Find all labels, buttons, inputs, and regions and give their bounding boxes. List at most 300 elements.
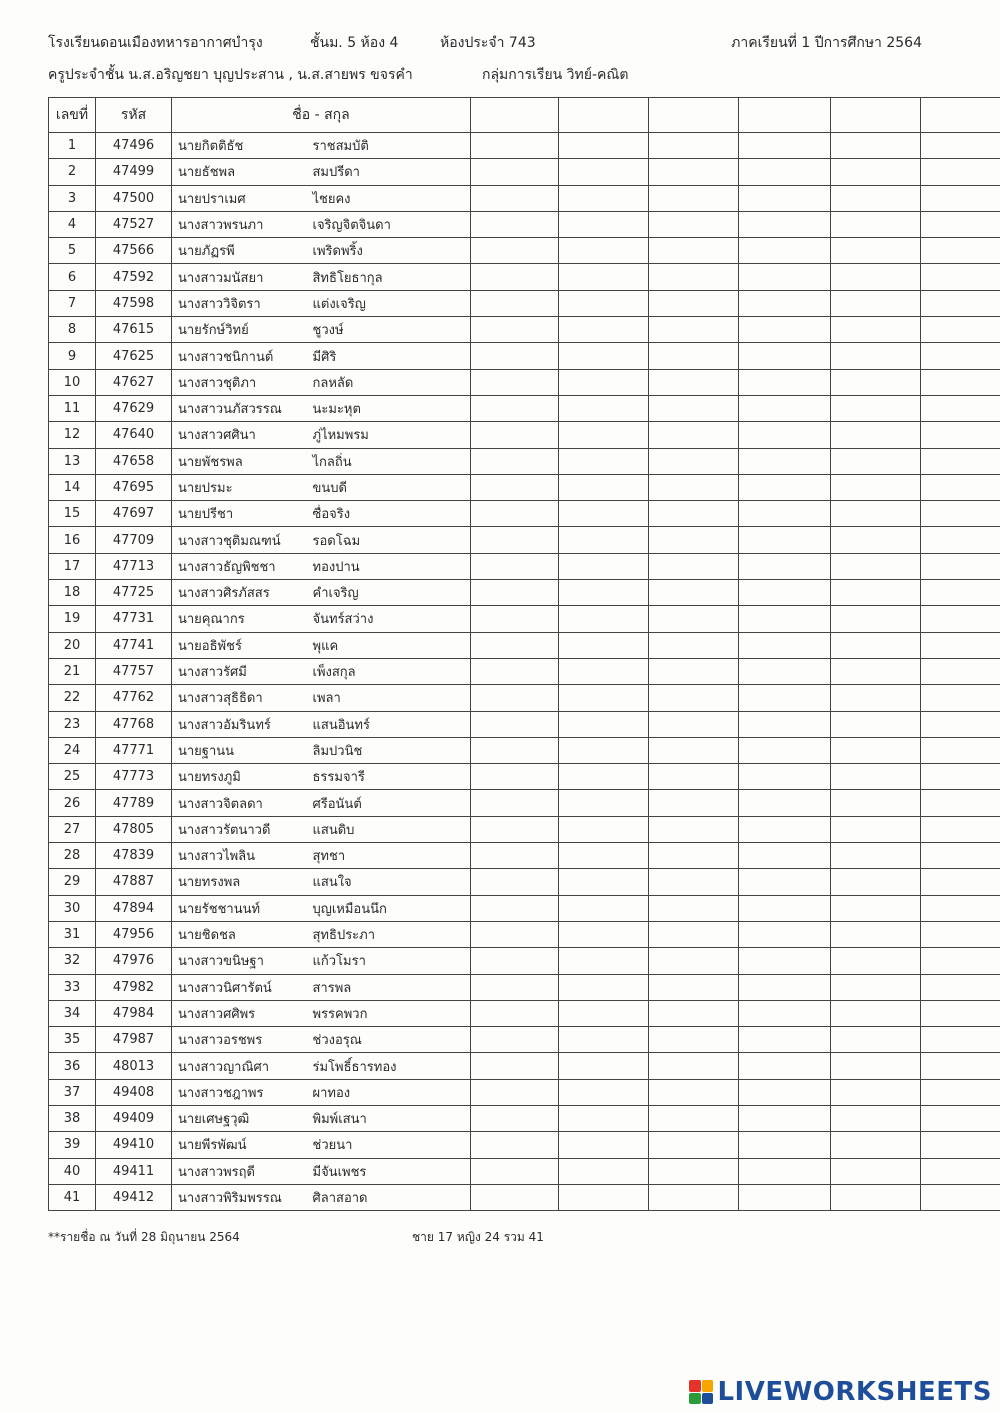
blank-cell (739, 527, 831, 553)
blank-cell (831, 501, 921, 527)
blank-cell (471, 790, 559, 816)
student-number: 37 (49, 1079, 96, 1105)
blank-cell (921, 395, 1000, 421)
student-id: 47615 (96, 317, 172, 343)
blank-cell (559, 737, 649, 763)
blank-cell (739, 1027, 831, 1053)
blank-cell (649, 711, 739, 737)
blank-cell (471, 816, 559, 842)
blank-cell (471, 1027, 559, 1053)
blank-cell (649, 1053, 739, 1079)
blank-cell (471, 474, 559, 500)
blank-cell (471, 343, 559, 369)
student-number: 22 (49, 685, 96, 711)
student-number: 27 (49, 816, 96, 842)
col-id-header: รหัส (96, 98, 172, 133)
student-first-name: นางสาวศศินา (172, 422, 307, 448)
student-number: 6 (49, 264, 96, 290)
student-first-name: นายธัชพล (172, 159, 307, 185)
blank-cell (649, 1184, 739, 1210)
table-row (49, 711, 1000, 737)
student-surname: ช่วงอรุณ (307, 1027, 471, 1053)
student-id: 47976 (96, 948, 172, 974)
blank-cell (471, 501, 559, 527)
student-surname: รอดโฉม (307, 527, 471, 553)
student-id: 47499 (96, 159, 172, 185)
student-number: 34 (49, 1000, 96, 1026)
blank-cell (471, 711, 559, 737)
blank-cell (831, 895, 921, 921)
student-id: 47982 (96, 974, 172, 1000)
table-row (49, 632, 1000, 658)
student-surname: ธรรมจารี (307, 764, 471, 790)
blank-cell (831, 211, 921, 237)
blank-cell (559, 501, 649, 527)
blank-cell (471, 869, 559, 895)
student-surname: มีจันเพชร (307, 1158, 471, 1184)
student-first-name: นางสาวชุติมณฑน์ (172, 527, 307, 553)
blank-cell (739, 264, 831, 290)
blank-cell (921, 317, 1000, 343)
table-row (49, 553, 1000, 579)
blank-cell (471, 211, 559, 237)
blank-cell (471, 632, 559, 658)
student-surname: ร่มโพธิ์ธารทอง (307, 1053, 471, 1079)
student-first-name: นายเศษฐวุฒิ (172, 1105, 307, 1131)
blank-cell (739, 580, 831, 606)
blank-cell (471, 658, 559, 684)
blank-cell (739, 133, 831, 159)
student-number: 31 (49, 921, 96, 947)
student-number: 38 (49, 1105, 96, 1131)
blank-cell (471, 606, 559, 632)
blank-cell (471, 553, 559, 579)
blank-cell (471, 527, 559, 553)
blank-cell (559, 895, 649, 921)
blank-cell (921, 290, 1000, 316)
blank-cell (471, 580, 559, 606)
gender-summary: ชาย 17 หญิง 24 รวม 41 (412, 1230, 544, 1244)
blank-cell (471, 264, 559, 290)
blank-cell (739, 606, 831, 632)
blank-cell (471, 1053, 559, 1079)
student-number: 35 (49, 1027, 96, 1053)
blank-cell (921, 553, 1000, 579)
student-number: 4 (49, 211, 96, 237)
student-first-name: นางสาวพิริมพรรณ (172, 1184, 307, 1210)
student-id: 47771 (96, 737, 172, 763)
logo-tile (689, 1380, 701, 1392)
blank-cell (831, 974, 921, 1000)
blank-cell (921, 1079, 1000, 1105)
blank-cell (649, 395, 739, 421)
student-first-name: นางสาวชนิกานต์ (172, 343, 307, 369)
student-surname: ราชสมบัติ (307, 133, 471, 159)
blank-cell (649, 606, 739, 632)
blank-cell (739, 869, 831, 895)
student-id: 48013 (96, 1053, 172, 1079)
blank-cell (921, 1000, 1000, 1026)
student-roster-table (48, 97, 1000, 1211)
student-id: 47713 (96, 553, 172, 579)
class-level: ชั้นม. 5 ห้อง 4 (310, 35, 399, 51)
student-number: 5 (49, 238, 96, 264)
student-surname: แต่งเจริญ (307, 290, 471, 316)
table-row (49, 185, 1000, 211)
blank-cell (649, 658, 739, 684)
table-row (49, 317, 1000, 343)
table-row (49, 1079, 1000, 1105)
student-number: 21 (49, 658, 96, 684)
student-surname: ลิมปวนิช (307, 737, 471, 763)
blank-cell (471, 369, 559, 395)
student-number: 7 (49, 290, 96, 316)
blank-cell (739, 1105, 831, 1131)
blank-cell (739, 921, 831, 947)
blank-cell (831, 474, 921, 500)
student-id: 47762 (96, 685, 172, 711)
blank-cell (559, 1132, 649, 1158)
blank-cell (921, 1184, 1000, 1210)
blank-cell (739, 290, 831, 316)
blank-cell (559, 553, 649, 579)
student-id: 49410 (96, 1132, 172, 1158)
blank-cell (739, 238, 831, 264)
blank-column (471, 98, 559, 133)
table-row (49, 606, 1000, 632)
blank-cell (559, 317, 649, 343)
blank-cell (831, 1158, 921, 1184)
blank-cell (921, 737, 1000, 763)
blank-cell (471, 395, 559, 421)
col-no-header: เลขที่ (49, 98, 96, 133)
blank-cell (739, 816, 831, 842)
student-surname: ช่วยนา (307, 1132, 471, 1158)
student-surname: แก้วโมรา (307, 948, 471, 974)
blank-cell (559, 948, 649, 974)
liveworksheets-brand (689, 1377, 992, 1407)
student-id: 47805 (96, 816, 172, 842)
student-surname: เพลา (307, 685, 471, 711)
blank-cell (831, 606, 921, 632)
table-row (49, 1132, 1000, 1158)
student-number: 3 (49, 185, 96, 211)
blank-cell (831, 422, 921, 448)
blank-cell (559, 606, 649, 632)
blank-cell (559, 238, 649, 264)
blank-cell (921, 764, 1000, 790)
student-id: 49411 (96, 1158, 172, 1184)
blank-cell (471, 1132, 559, 1158)
blank-cell (831, 843, 921, 869)
student-id: 47894 (96, 895, 172, 921)
blank-cell (739, 343, 831, 369)
blank-cell (739, 1000, 831, 1026)
student-surname: ไกลถิ่น (307, 448, 471, 474)
table-row (49, 921, 1000, 947)
blank-cell (471, 974, 559, 1000)
blank-cell (559, 1184, 649, 1210)
student-id: 47757 (96, 658, 172, 684)
blank-cell (649, 1027, 739, 1053)
student-first-name: นายปราเมศ (172, 185, 307, 211)
student-number: 29 (49, 869, 96, 895)
table-row (49, 422, 1000, 448)
student-first-name: นายภัฏรพี (172, 238, 307, 264)
student-first-name: นายฐานน (172, 737, 307, 763)
student-surname: ศิลาสอาด (307, 1184, 471, 1210)
blank-cell (559, 448, 649, 474)
blank-cell (739, 369, 831, 395)
table-row (49, 1053, 1000, 1079)
student-first-name: นายชิดชล (172, 921, 307, 947)
student-surname: มีศิริ (307, 343, 471, 369)
blank-column (831, 98, 921, 133)
blank-cell (831, 343, 921, 369)
blank-cell (649, 921, 739, 947)
blank-cell (649, 816, 739, 842)
table-row (49, 1000, 1000, 1026)
blank-cell (649, 790, 739, 816)
blank-cell (831, 133, 921, 159)
table-row (49, 369, 1000, 395)
blank-cell (649, 764, 739, 790)
student-id: 47627 (96, 369, 172, 395)
student-number: 12 (49, 422, 96, 448)
student-id: 47887 (96, 869, 172, 895)
blank-cell (649, 685, 739, 711)
student-number: 24 (49, 737, 96, 763)
table-row (49, 1105, 1000, 1131)
student-first-name: นางสาวขนิษฐา (172, 948, 307, 974)
table-row (49, 474, 1000, 500)
blank-cell (921, 580, 1000, 606)
student-first-name: นายพีรพัฒน์ (172, 1132, 307, 1158)
blank-cell (739, 1053, 831, 1079)
student-surname: พรรคพวก (307, 1000, 471, 1026)
student-surname: จันทร์สว่าง (307, 606, 471, 632)
blank-cell (921, 790, 1000, 816)
student-number: 18 (49, 580, 96, 606)
student-surname: ชูวงษ์ (307, 317, 471, 343)
student-first-name: นายปรีชา (172, 501, 307, 527)
blank-cell (471, 159, 559, 185)
blank-cell (921, 1027, 1000, 1053)
student-number: 20 (49, 632, 96, 658)
col-name-header: ชื่อ - สกุล (172, 98, 471, 133)
student-first-name: นางสาวชฎาพร (172, 1079, 307, 1105)
student-first-name: นางสาวรัตนาวดี (172, 816, 307, 842)
table-row (49, 1184, 1000, 1210)
liveworksheets-logo-icon (689, 1380, 713, 1404)
blank-cell (559, 264, 649, 290)
student-first-name: นางสาวศศิพร (172, 1000, 307, 1026)
blank-cell (831, 159, 921, 185)
blank-cell (831, 1184, 921, 1210)
blank-cell (921, 921, 1000, 947)
blank-cell (559, 369, 649, 395)
student-first-name: นางสาวนภัสวรรณ (172, 395, 307, 421)
blank-cell (739, 1184, 831, 1210)
table-row (49, 790, 1000, 816)
student-first-name: นายอธิพัชร์ (172, 632, 307, 658)
table-row (49, 1158, 1000, 1184)
student-id: 47987 (96, 1027, 172, 1053)
blank-cell (649, 1000, 739, 1026)
blank-cell (831, 1079, 921, 1105)
table-header-row (49, 98, 1000, 133)
blank-cell (921, 948, 1000, 974)
table-row (49, 869, 1000, 895)
blank-cell (471, 1184, 559, 1210)
student-id: 47741 (96, 632, 172, 658)
student-id: 47697 (96, 501, 172, 527)
blank-cell (471, 895, 559, 921)
blank-cell (831, 685, 921, 711)
blank-cell (739, 685, 831, 711)
student-first-name: นางสาวจิตลดา (172, 790, 307, 816)
blank-cell (649, 133, 739, 159)
student-number: 32 (49, 948, 96, 974)
blank-cell (649, 343, 739, 369)
table-row (49, 658, 1000, 684)
student-id: 47629 (96, 395, 172, 421)
student-number: 11 (49, 395, 96, 421)
student-number: 14 (49, 474, 96, 500)
student-first-name: นายทรงพล (172, 869, 307, 895)
student-first-name: นายคุณากร (172, 606, 307, 632)
blank-cell (649, 238, 739, 264)
blank-cell (471, 1000, 559, 1026)
blank-cell (559, 632, 649, 658)
student-number: 16 (49, 527, 96, 553)
student-surname: แสนดิบ (307, 816, 471, 842)
student-first-name: นางสาวพรนภา (172, 211, 307, 237)
blank-cell (739, 474, 831, 500)
term: ภาคเรียนที่ 1 ปีการศึกษา 2564 (731, 35, 922, 51)
blank-cell (649, 632, 739, 658)
blank-cell (831, 1000, 921, 1026)
student-first-name: นายทรงภูมิ (172, 764, 307, 790)
student-id: 47984 (96, 1000, 172, 1026)
student-first-name: นายกิตติธัช (172, 133, 307, 159)
table-row (49, 737, 1000, 763)
student-first-name: นางสาวศิรภัสสร (172, 580, 307, 606)
blank-cell (921, 264, 1000, 290)
blank-cell (649, 948, 739, 974)
blank-cell (739, 632, 831, 658)
blank-cell (831, 238, 921, 264)
student-first-name: นายปรมะ (172, 474, 307, 500)
blank-cell (471, 1079, 559, 1105)
school-name: โรงเรียนดอนเมืองทหารอากาศบำรุง (48, 35, 263, 51)
blank-cell (471, 685, 559, 711)
student-number: 19 (49, 606, 96, 632)
blank-cell (739, 185, 831, 211)
blank-cell (471, 238, 559, 264)
blank-cell (739, 317, 831, 343)
blank-column (921, 98, 1000, 133)
blank-cell (739, 711, 831, 737)
student-first-name: นางสาวพรฤดี (172, 1158, 307, 1184)
blank-cell (649, 264, 739, 290)
blank-cell (921, 606, 1000, 632)
student-surname: ไชยคง (307, 185, 471, 211)
student-surname: คำเจริญ (307, 580, 471, 606)
blank-cell (831, 1053, 921, 1079)
student-id: 47500 (96, 185, 172, 211)
blank-cell (559, 1027, 649, 1053)
student-number: 28 (49, 843, 96, 869)
student-surname: สารพล (307, 974, 471, 1000)
table-row (49, 290, 1000, 316)
blank-cell (649, 369, 739, 395)
blank-cell (649, 185, 739, 211)
blank-cell (559, 290, 649, 316)
blank-cell (921, 1105, 1000, 1131)
program: กลุ่มการเรียน วิทย์-คณิต (482, 67, 629, 83)
student-surname: ผาทอง (307, 1079, 471, 1105)
blank-cell (739, 843, 831, 869)
student-number: 8 (49, 317, 96, 343)
student-id: 47566 (96, 238, 172, 264)
table-row (49, 1027, 1000, 1053)
student-number: 36 (49, 1053, 96, 1079)
blank-cell (559, 133, 649, 159)
blank-cell (831, 737, 921, 763)
blank-cell (649, 1079, 739, 1105)
blank-cell (649, 474, 739, 500)
student-first-name: นางสาวอัมรินทร์ (172, 711, 307, 737)
blank-cell (921, 895, 1000, 921)
table-row (49, 764, 1000, 790)
blank-column (649, 98, 739, 133)
blank-cell (559, 474, 649, 500)
blank-cell (739, 737, 831, 763)
blank-cell (831, 1105, 921, 1131)
table-row (49, 843, 1000, 869)
student-id: 47527 (96, 211, 172, 237)
blank-cell (471, 948, 559, 974)
blank-cell (471, 422, 559, 448)
advisors: ครูประจำชั้น น.ส.อริญชยา บุญประสาน , น.ส.สายพร ขจรคำ (48, 67, 413, 83)
blank-cell (649, 422, 739, 448)
student-surname: พิมพ์เสนา (307, 1105, 471, 1131)
blank-cell (559, 527, 649, 553)
blank-column (559, 98, 649, 133)
blank-cell (831, 1027, 921, 1053)
blank-cell (559, 658, 649, 684)
blank-cell (921, 1053, 1000, 1079)
student-first-name: นางสาวรัศมี (172, 658, 307, 684)
student-surname: บุญเหมือนนึก (307, 895, 471, 921)
blank-cell (921, 238, 1000, 264)
blank-cell (649, 501, 739, 527)
blank-cell (471, 737, 559, 763)
blank-cell (831, 290, 921, 316)
blank-cell (649, 317, 739, 343)
blank-cell (649, 1132, 739, 1158)
student-first-name: นายรัชชานนท์ (172, 895, 307, 921)
table-row (49, 580, 1000, 606)
student-surname: นะมะหุต (307, 395, 471, 421)
blank-cell (649, 290, 739, 316)
student-id: 47592 (96, 264, 172, 290)
table-row (49, 133, 1000, 159)
blank-cell (739, 422, 831, 448)
blank-cell (831, 632, 921, 658)
blank-cell (559, 185, 649, 211)
